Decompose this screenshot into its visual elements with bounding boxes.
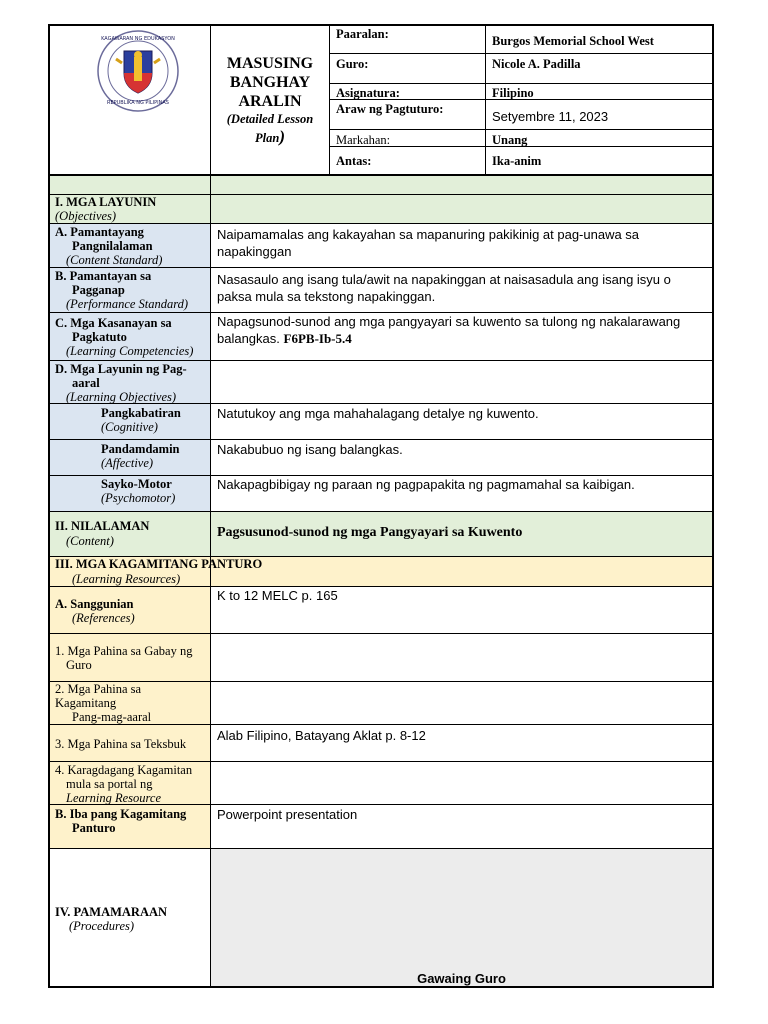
- header-row-line: [329, 53, 714, 54]
- a-label: Pangnilalaman: [72, 239, 153, 253]
- asignatura-label: Asignatura:: [336, 86, 400, 100]
- c-content: Napagsunod-sunod ang mga pangyayari sa kuwento sa tulong ng nakalarawang balangkas. F6PB-Ib-5.4: [217, 314, 681, 346]
- kagamitan-sub: (Learning Resources): [72, 572, 181, 586]
- iba-label: Panturo: [72, 821, 116, 835]
- asignatura-value: Filipino: [492, 86, 534, 100]
- r2-label: 2. Mga Pahina sa: [55, 682, 142, 696]
- row-line: [48, 360, 714, 361]
- deped-seal-logo: [96, 29, 180, 113]
- sanggunian-content: K to 12 MELC p. 165: [217, 588, 338, 603]
- row-line: [48, 223, 714, 224]
- r1-label: Guro: [66, 658, 92, 672]
- markahan-value: Unang: [492, 133, 528, 147]
- c-label: Pagkatuto: [72, 330, 127, 344]
- markahan-label: Markahan:: [336, 133, 391, 147]
- r3-content: Alab Filipino, Batayang Aklat p. 8-12: [217, 728, 426, 743]
- row-line: [48, 681, 714, 682]
- header-row-line: [329, 129, 714, 130]
- r4-label: mula sa portal ng: [66, 777, 153, 791]
- a-sub: (Content Standard): [66, 253, 163, 267]
- nilalaman-sub: (Content): [66, 534, 114, 548]
- nilalaman-content: Pagsusunod-sunod ng mga Pangyayari sa Kuwento: [217, 525, 523, 540]
- affective-content: Nakabubuo ng isang balangkas.: [217, 442, 403, 457]
- gawaing-guro-heading: Gawaing Guro: [417, 971, 506, 986]
- competency-code: F6PB-Ib-5.4: [283, 331, 352, 346]
- d-label: aaral: [72, 376, 100, 390]
- araw-value: Setyembre 11, 2023: [492, 109, 609, 124]
- sanggunian-sub: (References): [72, 611, 135, 625]
- kagamitan-title: III. MGA KAGAMITANG PANTURO: [55, 557, 263, 571]
- iba-label: B. Iba pang Kagamitang: [55, 807, 187, 821]
- psychomotor-sub: (Psychomotor): [101, 491, 176, 505]
- header-divider-1: [210, 24, 211, 988]
- araw-label: Araw ng Pagtuturo:: [336, 102, 444, 116]
- b-label: Pagganap: [72, 283, 125, 297]
- guro-value: Nicole A. Padilla: [492, 57, 581, 71]
- row-line: [48, 511, 714, 512]
- nilalaman-title: II. NILALAMAN: [55, 519, 150, 533]
- sanggunian-title: A. Sanggunian: [55, 597, 134, 611]
- row-line: [48, 439, 714, 440]
- affective-label: Pandamdamin: [101, 442, 180, 456]
- svg-text:REPUBLIKA NG PILIPINAS: REPUBLIKA NG PILIPINAS: [107, 100, 169, 106]
- r1-label: 1. Mga Pahina sa Gabay ng: [55, 644, 193, 658]
- a-content: Naipamamalas ang kakayahan sa mapanuring pakikinig at pag-unawa sa napakinggan: [217, 227, 640, 259]
- pamamaraan-title: IV. PAMAMARAAN: [55, 905, 168, 919]
- iba-content: Powerpoint presentation: [217, 807, 358, 822]
- pamamaraan-sub: (Procedures): [69, 919, 135, 933]
- row-line: [48, 724, 714, 725]
- layunin-sub: (Objectives): [55, 209, 117, 223]
- document-subtitle: (Detailed Lesson Plan): [226, 112, 314, 146]
- paaralan-label: Paaralan:: [336, 27, 389, 41]
- affective-sub: (Affective): [101, 456, 154, 470]
- lesson-plan-table: [48, 24, 714, 988]
- row-line: [48, 761, 714, 762]
- antas-label: Antas:: [336, 154, 372, 168]
- cognitive-content: Natutukoy ang mga mahahalagang detalye ng kuwento.: [217, 406, 539, 421]
- d-sub: (Learning Objectives): [66, 390, 177, 404]
- guro-label: Guro:: [336, 57, 369, 71]
- layunin-title: I. MGA LAYUNIN: [55, 195, 157, 209]
- row-line: [48, 633, 714, 634]
- svg-text:KAGAWARAN NG EDUKASYON: KAGAWARAN NG EDUKASYON: [101, 36, 175, 42]
- r2-label: Kagamitang: [55, 696, 117, 710]
- b-sub: (Performance Standard): [66, 297, 189, 311]
- psychomotor-label: Sayko-Motor: [101, 477, 172, 491]
- b-label: B. Pamantayan sa: [55, 269, 152, 283]
- cognitive-sub: (Cognitive): [101, 420, 158, 434]
- row-line: [48, 174, 714, 176]
- header-row-line: [329, 83, 714, 84]
- document-title: MASUSING BANGHAY ARALIN: [226, 55, 314, 110]
- paaralan-value: Burgos Memorial School West: [492, 34, 654, 48]
- r3-label: 3. Mga Pahina sa Teksbuk: [55, 737, 187, 751]
- psychomotor-content: Nakapagbibigay ng paraan ng pagpapakita ng pagmamahal sa kaibigan.: [217, 477, 635, 492]
- r4-label: 4. Karagdagang Kagamitan: [55, 763, 193, 777]
- b-content: Nasasaulo ang isang tula/awit na napakinggan at naisasadula ang isang isyu o paksa mula sa tekstong napakinggan.: [217, 272, 671, 304]
- antas-value: Ika-anim: [492, 154, 542, 168]
- cognitive-label: Pangkabatiran: [101, 406, 181, 420]
- row-line: [48, 848, 714, 849]
- c-sub: (Learning Competencies): [66, 344, 194, 358]
- c-label: C. Mga Kasanayan sa: [55, 316, 172, 330]
- r4-label: Learning Resource: [66, 791, 162, 805]
- r2-label: Pang-mag-aaral: [72, 710, 152, 724]
- row-line: [48, 267, 714, 268]
- row-line: [48, 586, 714, 587]
- a-label: A. Pamantayang: [55, 225, 144, 239]
- d-label: D. Mga Layunin ng Pag-: [55, 362, 187, 376]
